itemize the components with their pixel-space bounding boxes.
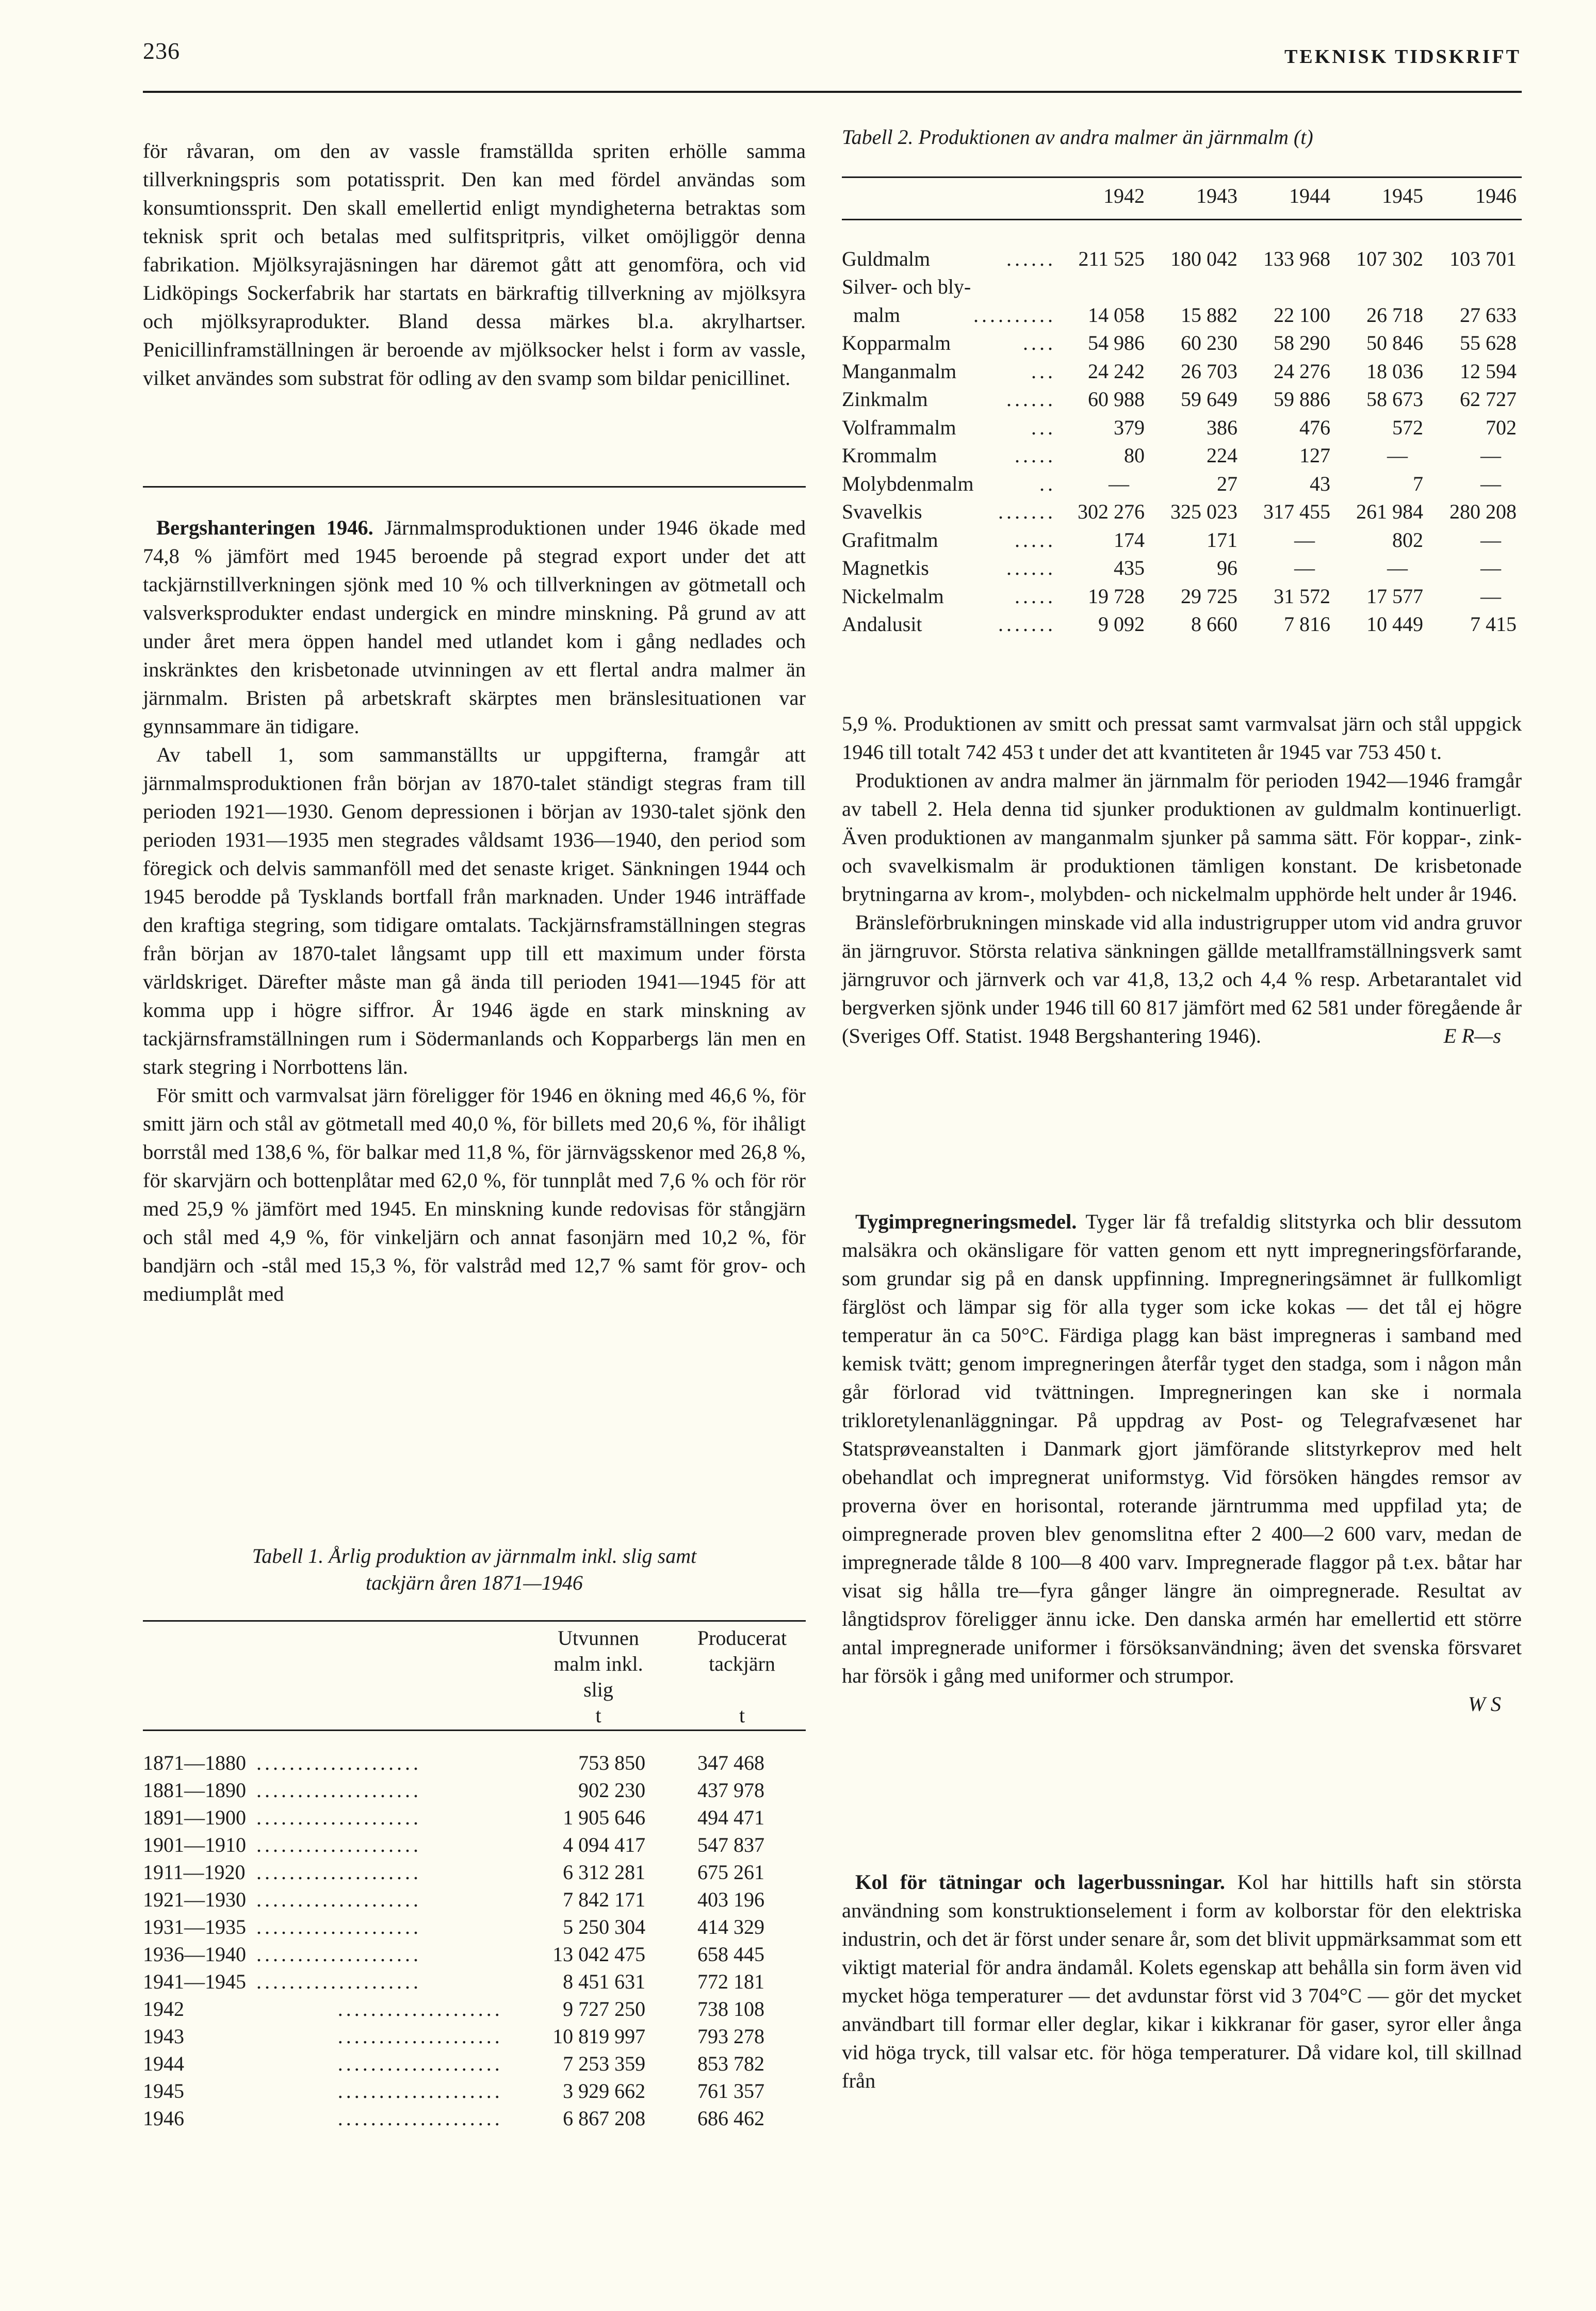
tackjarn-cell: 853 782 xyxy=(697,2052,764,2075)
ore-label xyxy=(842,413,1061,442)
value-cell xyxy=(1061,273,1150,301)
ore-name: Nickelmalm xyxy=(842,584,944,608)
value-cell: — xyxy=(1294,528,1315,552)
ore-label xyxy=(842,301,1061,329)
leader-dots: .. xyxy=(1039,472,1056,495)
malm-cell: 6 312 281 xyxy=(563,1861,646,1884)
ore-label xyxy=(842,329,1061,358)
malm-cell: 902 230 xyxy=(578,1779,646,1802)
table1-row xyxy=(143,1968,806,1995)
value-cell: 14 058 xyxy=(1088,303,1145,327)
value-cell: 174 xyxy=(1114,528,1145,552)
table2-row xyxy=(842,273,1522,301)
leader-dots: ....... xyxy=(998,500,1056,524)
leader-dots: ... xyxy=(1031,359,1056,383)
malm-cell: 13 042 475 xyxy=(552,1943,646,1966)
period-cell: 1944 xyxy=(143,2052,184,2075)
leader-dots: .................... xyxy=(256,1806,421,1829)
ore-label xyxy=(842,357,1061,385)
kol-heading: Kol för tätningar och lagerbussningar. xyxy=(855,1870,1225,1894)
leader-dots: ....... xyxy=(998,612,1056,636)
berg-paragraph-3: För smitt och varmvalsat järn föreligger för 1946 en ökning med 46,6 %, för smitt järn och stål av götmetall med 40,0 %, för billets med 20,6 %, för ihåligt borrstål med 138,6 %, för balkar med 11,8 %, för järnvägsskenor med 26,8 %, för skarvjärn och bottenplåtar med 62,0 %, för tunnplåt med 7,6 % och för rör med 25,9 % jämfört med 1945. En minskning kunde redovisas för stångjärn och stål med 4,9 %, för vinkeljärn och annat fasonjärn med 10,2 %, för bandjärn och -stål med 15,3 %, för valstråd med 12,7 % samt för grov- och mediumplåt med xyxy=(143,1084,806,1305)
header-line: t xyxy=(595,1704,601,1727)
malm-cell: 5 250 304 xyxy=(563,1915,646,1938)
header-rule xyxy=(143,91,1522,93)
tackjarn-cell: 738 108 xyxy=(697,1997,764,2021)
value-cell: 15 882 xyxy=(1181,303,1237,327)
value-cell: 572 xyxy=(1392,415,1423,439)
value-cell xyxy=(1336,273,1428,301)
value-cell: 386 xyxy=(1207,415,1237,439)
header-line: Producerat xyxy=(697,1626,787,1650)
leader-dots: .................... xyxy=(256,1970,421,1993)
berg-heading: Bergshanteringen 1946. xyxy=(156,516,373,539)
value-cell: 24 276 xyxy=(1274,359,1330,383)
article-bergshantering xyxy=(143,513,806,1308)
tackjarn-cell: 686 462 xyxy=(697,2107,764,2130)
ore-label xyxy=(842,582,1061,610)
value-cell: — xyxy=(1109,472,1129,495)
value-cell xyxy=(1428,273,1522,301)
value-cell: 55 628 xyxy=(1460,331,1517,355)
period-cell: 1936—1940 xyxy=(143,1943,246,1966)
year-header: 1945 xyxy=(1382,184,1423,207)
leader-dots: .................... xyxy=(256,1943,421,1966)
malm-cell: 4 094 417 xyxy=(563,1833,646,1856)
leader-dots: .................... xyxy=(337,1997,503,2021)
kol-paragraph xyxy=(842,1868,1522,2095)
table2-row xyxy=(842,610,1522,639)
right-paragraph-1: 5,9 %. Produktionen av smitt och pressat samt varmvalsat järn och stål uppgick 1946 till totalt 742 453 t under det att kvantiteten år 1945 var 753 450 t. xyxy=(842,712,1522,764)
leader-dots: .................... xyxy=(256,1861,421,1884)
leader-dots: .......... xyxy=(973,303,1056,327)
value-cell: 58 290 xyxy=(1274,331,1330,355)
value-cell: 317 455 xyxy=(1263,500,1330,524)
tyg-text: Tyger lär få trefaldig slitstyrka och blir dessutom malsäkra och okänsligare för vatten genom ett nytt impregneringsförfarande, som grundar sig på en dansk uppfinning. Impregneringsämnet är fullkomligt färglöst och lämpar sig för alla tyger som icke kokas — det tål ej högre temperatur än ca 50°C. Färdiga plagg kan bäst impregneras i samband med kemisk tvätt; genom impregneringen återfår tyget den stadga, som i någon mån går förlorad vid tvättningen. Impregneringen kan ske i normala trikloretylenanläggningar. På uppdrag av Post- og Telegrafvæsenet har Statsprøveanstalten i Danmark gjort jämförande slitstyrkeprov med helt obehandlat och impregnerat uniformstyg. Vid försöken hängdes remsor av proverna över en horisontal, roterande järntrumma med uppfilad yta; de oimpregnerade proven blev genomslitna efter 2 400—2 600 varv, medan de impregnerade tålde 8 100—8 400 varv. Impregnerade flaggor på t.ex. båtar har visat sig hålla tre—fyra gånger längre än oimpregnerade. Resultat av långtidsprov föreligger ännu icke. Den danska armén har emellertid ett större antal impregnerade uniformer i försöksanvändning; även det svenska försvaret har försök i gång med uniformer och strumpor. xyxy=(842,1210,1522,1687)
period-cell: 1921—1930 xyxy=(143,1888,246,1911)
ore-name: Magnetkis xyxy=(842,556,929,580)
table2-row xyxy=(842,470,1522,498)
table2-row xyxy=(842,442,1522,470)
value-cell: 18 036 xyxy=(1366,359,1423,383)
right-paragraph-3: Bränsleförbrukningen minskade vid alla industrigrupper utom vid andra gruvor än järngruvor. Största relativa sänkningen gällde metallframställningsverk samt järngruvor och järnverk och var 41,8, 13,2 och 4,4 % resp. Arbetarantalet vid bergverken sjönk under 1946 till 60 817 jämfört med 62 581 under föregående år (Sveriges Off. Statist. 1948 Bergshantering 1946). xyxy=(842,911,1522,1047)
ore-name: Krommalm xyxy=(842,444,937,467)
year-header: 1942 xyxy=(1103,184,1145,207)
tyg-heading: Tygimpregneringsmedel. xyxy=(855,1210,1077,1233)
tackjarn-cell: 403 196 xyxy=(697,1888,764,1911)
leader-dots: .................... xyxy=(256,1779,421,1802)
malm-cell: 1 905 646 xyxy=(563,1806,646,1829)
period-cell: 1942 xyxy=(143,1997,184,2021)
value-cell: 43 xyxy=(1310,472,1330,495)
value-cell: 96 xyxy=(1217,556,1237,580)
table1-row xyxy=(143,1804,806,1831)
table2-row xyxy=(842,526,1522,554)
table2-row xyxy=(842,413,1522,442)
leader-dots: ...... xyxy=(1006,387,1056,411)
leader-dots: .................... xyxy=(337,2079,503,2103)
table2 xyxy=(842,245,1522,638)
value-cell: 62 727 xyxy=(1460,387,1517,411)
table1-row xyxy=(143,2077,806,2105)
table2-row xyxy=(842,554,1522,583)
tackjarn-cell: 772 181 xyxy=(697,1970,764,1993)
tackjarn-cell: 793 278 xyxy=(697,2025,764,2048)
leader-dots: .................... xyxy=(337,2107,503,2130)
tackjarn-cell: 658 445 xyxy=(697,1943,764,1966)
value-cell: 50 846 xyxy=(1366,331,1423,355)
ore-name: Volframmalm xyxy=(842,415,956,439)
tyg-paragraph xyxy=(842,1207,1522,1690)
empty-cell xyxy=(842,182,1061,210)
value-cell: 702 xyxy=(1486,415,1517,439)
value-cell: 29 725 xyxy=(1181,584,1237,608)
ore-name: Molybdenmalm xyxy=(842,472,974,495)
table1-row xyxy=(143,1913,806,1941)
malm-cell: 753 850 xyxy=(578,1751,646,1774)
table1-top-rule xyxy=(143,1620,806,1622)
value-cell: — xyxy=(1387,444,1408,467)
value-cell: 26 703 xyxy=(1181,359,1237,383)
value-cell: — xyxy=(1480,528,1501,552)
value-cell: 9 092 xyxy=(1098,612,1145,636)
ore-label xyxy=(842,526,1061,554)
tackjarn-cell: 547 837 xyxy=(697,1833,764,1856)
value-cell: 12 594 xyxy=(1460,359,1517,383)
value-cell: 10 449 xyxy=(1366,612,1423,636)
period-cell: 1881—1890 xyxy=(143,1779,246,1802)
table1-row xyxy=(143,1995,806,2023)
signature-ers: E R—s xyxy=(1443,1024,1501,1047)
value-cell: 17 577 xyxy=(1366,584,1423,608)
malm-cell: 10 819 997 xyxy=(552,2025,646,2048)
value-cell: 27 633 xyxy=(1460,303,1517,327)
value-cell: — xyxy=(1480,444,1501,467)
malm-cell: 6 867 208 xyxy=(563,2107,646,2130)
value-cell: 59 886 xyxy=(1274,387,1330,411)
ore-label xyxy=(842,610,1061,639)
table1-row xyxy=(143,1859,806,1886)
ore-label xyxy=(842,554,1061,583)
value-cell: 435 xyxy=(1114,556,1145,580)
ore-label xyxy=(842,273,1061,301)
value-cell: 476 xyxy=(1299,415,1330,439)
table1-row xyxy=(143,1776,806,1804)
header-line: slig xyxy=(583,1678,613,1701)
header-line xyxy=(678,1677,806,1703)
header-line: malm inkl. xyxy=(553,1652,643,1675)
ore-label xyxy=(842,470,1061,498)
table1-caption xyxy=(143,1543,806,1596)
value-cell: 133 968 xyxy=(1263,247,1330,270)
year-header: 1944 xyxy=(1289,184,1330,207)
ore-name: Svavelkis xyxy=(842,500,922,524)
leader-dots: ...... xyxy=(1006,247,1056,270)
table2-row xyxy=(842,582,1522,610)
article-tygimpregnering xyxy=(842,1207,1522,1718)
value-cell: 80 xyxy=(1124,444,1145,467)
value-cell: 60 230 xyxy=(1181,331,1237,355)
tackjarn-cell: 347 468 xyxy=(697,1751,764,1774)
value-cell xyxy=(1243,273,1336,301)
leader-dots: .................... xyxy=(337,2025,503,2048)
value-cell: 280 208 xyxy=(1450,500,1517,524)
year-header: 1943 xyxy=(1196,184,1237,207)
ore-label xyxy=(842,498,1061,526)
value-cell: 325 023 xyxy=(1170,500,1237,524)
table1-row xyxy=(143,2105,806,2132)
table2-top-rule xyxy=(842,176,1522,178)
period-cell: 1891—1900 xyxy=(143,1806,246,1829)
table1-header-rule xyxy=(143,1730,806,1731)
year-header: 1946 xyxy=(1475,184,1517,207)
table1-row xyxy=(143,2023,806,2050)
value-cell: 302 276 xyxy=(1078,500,1145,524)
leader-dots: ..... xyxy=(1015,584,1056,608)
value-cell: 19 728 xyxy=(1088,584,1145,608)
ore-name: Guldmalm xyxy=(842,247,931,270)
period-cell: 1901—1910 xyxy=(143,1833,246,1856)
value-cell: 107 302 xyxy=(1356,247,1423,270)
page-number: 236 xyxy=(143,38,180,64)
kol-text: Kol har hittills haft sin största användning som konstruktionselement i form av kolborstar för den elektriska industrin, och det är först under senare år, som det blivit uppmärksammat som ett viktigt material för andra ändamål. Kolets egenskap att behålla sin form även vid mycket höga temperaturer — det avdunstar först vid 3 704°C — gör det mycket användbart till formar eller deglar, kikar i kikkranar för gaser, syror eller ånga vid höga tryck, till valsar etc. för höga temperaturer. Då vidare kol, till skillnad från xyxy=(842,1870,1522,2092)
period-cell: 1941—1945 xyxy=(143,1970,246,1993)
value-cell: 8 660 xyxy=(1191,612,1237,636)
table2-row xyxy=(842,498,1522,526)
table2-header-rule xyxy=(842,219,1522,220)
value-cell: 60 988 xyxy=(1088,387,1145,411)
value-cell: 379 xyxy=(1114,415,1145,439)
header-line: Utvunnen xyxy=(558,1626,639,1650)
table1-row xyxy=(143,1941,806,1968)
value-cell: 26 718 xyxy=(1366,303,1423,327)
malm-cell: 3 929 662 xyxy=(563,2079,646,2103)
table2-row xyxy=(842,385,1522,414)
value-cell: 58 673 xyxy=(1366,387,1423,411)
value-cell: 54 986 xyxy=(1088,331,1145,355)
leader-dots: .... xyxy=(1023,331,1056,355)
ore-name: Zinkmalm xyxy=(842,387,928,411)
value-cell: 7 xyxy=(1413,472,1423,495)
value-cell: — xyxy=(1294,556,1315,580)
tackjarn-cell: 675 261 xyxy=(697,1861,764,1884)
period-cell: 1871—1880 xyxy=(143,1751,246,1774)
period-cell: 1931—1935 xyxy=(143,1915,246,1938)
journal-title: TEKNISK TIDSKRIFT xyxy=(1284,46,1521,68)
leader-dots: ... xyxy=(1031,415,1056,439)
ore-name: Andalusit xyxy=(842,612,922,636)
leader-dots: .................... xyxy=(256,1888,421,1911)
value-cell: 103 701 xyxy=(1450,247,1517,270)
period-cell: 1943 xyxy=(143,2025,184,2048)
table2-caption: Tabell 2. Produktionen av andra malmer än järnmalm (t) xyxy=(842,125,1313,149)
leader-dots: ..... xyxy=(1015,528,1056,552)
value-cell: 59 649 xyxy=(1181,387,1237,411)
table2-row xyxy=(842,301,1522,329)
value-cell: 31 572 xyxy=(1274,584,1330,608)
value-cell: 7 816 xyxy=(1284,612,1330,636)
table2-row xyxy=(842,245,1522,273)
leader-dots: ..... xyxy=(1015,444,1056,467)
malm-cell: 7 842 171 xyxy=(563,1888,646,1911)
value-cell: 261 984 xyxy=(1356,500,1423,524)
period-cell: 1946 xyxy=(143,2107,184,2130)
section-divider xyxy=(143,486,806,488)
value-cell: — xyxy=(1480,472,1501,495)
table1 xyxy=(143,1749,806,2132)
ore-name: Grafitmalm xyxy=(842,528,938,552)
malm-cell: 8 451 631 xyxy=(563,1970,646,1993)
berg-paragraph-1 xyxy=(143,513,806,740)
article-kol xyxy=(842,1868,1522,2095)
value-cell xyxy=(1150,273,1243,301)
table2-row xyxy=(842,357,1522,385)
berg-text-1: Järnmalmsproduktionen under 1946 ökade med 74,8 % jämfört med 1945 beroende på stegrad export under det att tackjärnstillverkningen sjönk med 10 % och tillverkningen av götmetall och valsverksprodukter endast undergick en mindre minskning. På grund av att under året mera öppen handel med utlandet kom i gång nedlades och inskränktes den krisbetonade utvinningen av ett flertal andra malmer än järnmalm. Bristen på arbetskraft skärptes men bränslesituationen var gynnsammare än tidigare. xyxy=(143,516,806,738)
table1-header-col1 xyxy=(521,1625,676,1728)
value-cell: 127 xyxy=(1299,444,1330,467)
leader-dots: .................... xyxy=(256,1751,421,1774)
table2-header xyxy=(842,182,1522,210)
table1-row xyxy=(143,1886,806,1913)
value-cell: — xyxy=(1480,556,1501,580)
ore-name: Kopparmalm xyxy=(842,331,951,355)
value-cell: 24 242 xyxy=(1088,359,1145,383)
value-cell: 171 xyxy=(1207,528,1237,552)
table1-header-col2 xyxy=(678,1625,806,1728)
tackjarn-cell: 437 978 xyxy=(697,1779,764,1802)
table1-row xyxy=(143,1749,806,1776)
leader-dots: .................... xyxy=(256,1915,421,1938)
value-cell: 7 415 xyxy=(1470,612,1517,636)
right-text-block xyxy=(842,709,1522,1050)
ore-name: malm xyxy=(853,303,901,327)
ore-label xyxy=(842,442,1061,470)
malm-cell: 9 727 250 xyxy=(563,1997,646,2021)
tackjarn-cell: 414 329 xyxy=(697,1915,764,1938)
header-line: t xyxy=(739,1704,745,1727)
left-intro xyxy=(143,137,806,392)
tackjarn-cell: 761 357 xyxy=(697,2079,764,2103)
value-cell: 224 xyxy=(1207,444,1237,467)
ore-label xyxy=(842,245,1061,273)
table2-row xyxy=(842,329,1522,358)
right-paragraph-2: Produktionen av andra malmer än järnmalm för perioden 1942—1946 framgår av tabell 2. Hela denna tid sjunker produktionen av guldmalm kontinuerligt. Även produktionen av manganmalm sjunker på samma sätt. För koppar-, zink- och svavelkismalm är produktionen tämligen konstant. De krisbetonade brytningarna av krom-, molybden- och nickelmalm upphörde helt under år 1946. xyxy=(842,769,1522,906)
signature-ws: W S xyxy=(1468,1692,1501,1716)
period-cell: 1945 xyxy=(143,2079,184,2103)
value-cell: 22 100 xyxy=(1274,303,1330,327)
value-cell: 180 042 xyxy=(1170,247,1237,270)
value-cell: — xyxy=(1387,556,1408,580)
berg-paragraph-2: Av tabell 1, som sammanställts ur uppgifterna, framgår att järnmalmsproduktionen från början av 1870-talet ständigt stegras fram till perioden 1921—1930. Genom depressionen i början av 1930-talet sjönk den perioden 1931—1935 men stegrades våldsamt 1936—1940, den period som föregick och delvis sammanföll med det senaste kriget. Sänkningen 1944 och 1945 berodde på Tysklands bortfall från marknaden. Under 1946 inträffade den kraftiga stegring, som tidigare omtalats. Tackjärnsframställningen stegras från början av 1870-talet långsamt upp till ett maximum under första världskriget. Därefter måste man gå ända till perioden 1941—1945 för att komma upp i högre siffror. År 1946 ägde en stark minskning av tackjärnsframställningen rum i Södermanlands och Kopparbergs län men en stark stegring i Norrbottens län. xyxy=(143,743,806,1078)
tackjarn-cell: 494 471 xyxy=(697,1806,764,1829)
period-cell: 1911—1920 xyxy=(143,1861,246,1884)
ore-name: Manganmalm xyxy=(842,359,957,383)
value-cell: 27 xyxy=(1217,472,1237,495)
table2-year-row xyxy=(842,182,1522,210)
header-line: tackjärn xyxy=(709,1652,775,1675)
table1-row xyxy=(143,2050,806,2077)
leader-dots: .................... xyxy=(256,1833,421,1856)
ore-name: Silver- och bly- xyxy=(842,275,971,299)
table1-caption-line2: tackjärn åren 1871—1946 xyxy=(366,1571,583,1594)
ore-label xyxy=(842,385,1061,414)
value-cell: 802 xyxy=(1392,528,1423,552)
malm-cell: 7 253 359 xyxy=(563,2052,646,2075)
leader-dots: ...... xyxy=(1006,556,1056,580)
table1-row xyxy=(143,1831,806,1859)
table1-caption-line1: Tabell 1. Årlig produktion av järnmalm inkl. slig samt xyxy=(252,1544,697,1567)
value-cell: 211 525 xyxy=(1078,247,1145,270)
intro-paragraph: för råvaran, om den av vassle framställda spriten erhölle samma tillverkningspris som potatissprit. Den kan med fördel användas som konsumtionssprit. Den skall emellertid enligt myndigheterna betraktas som teknisk sprit och betalas med sulfitspritpris, vilket omöjliggör denna fabrikation. Mjölksyrajäsningen har däremot gått att genomföra, och vid Lidköpings Sockerfabrik har startats en bärkraftig tillverkning av mjölksyra och mjölksyraprodukter. Bland dessa märkes bl.a. akrylhartser. Penicillinframställningen är beroende av mjölksocker helst i form av vassle, vilket användes som substrat för odling av den svamp som bildar penicillinet. xyxy=(143,139,806,390)
leader-dots: .................... xyxy=(337,2052,503,2075)
value-cell: — xyxy=(1480,584,1501,608)
